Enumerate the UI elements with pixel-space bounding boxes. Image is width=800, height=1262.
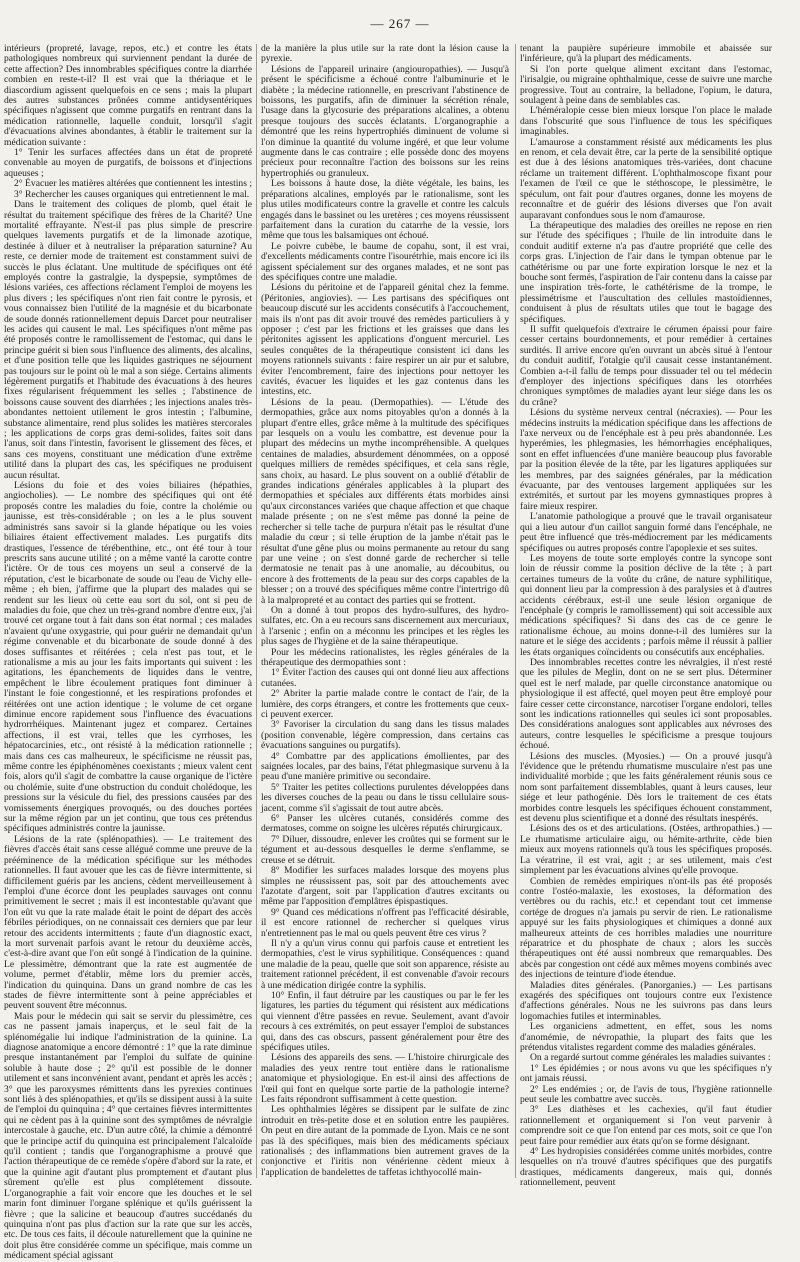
paragraph: Pour les médecins rationalistes, les règles générales de la thérapeutique des dermopathies sont : — [261, 646, 509, 668]
paragraph: Lésions du système nerveux central (nécraxies). — Pour les médecins instruits la médication spécifique dans les affections de l'axe nerveux ou de l'encéphale est à peu près abandonnée. Les hyperémies, les phlegmasies, les hémorrhagies encéphaliques, sont en effet influencées d'une manière beaucoup plus favorable par la position élevée de la tête, par les ligatures appliquées sur les membres, par des saignées générales, par la médication évacuante, par des ventouses largement appliquées sur les extrémités, et surtout par les moyens gymnastiques propres à faire mieux respirer. — [520, 407, 772, 512]
paragraph: On a donné à tout propos des hydro-sulfures, des hydro-sulfates, etc. On a eu recours sans discernement aux mercuriaux, à l'arsenic ; enfin on a méconnu les principes et les règles les plus sages de l'hygiène et de la saine thérapeutique. — [261, 604, 509, 648]
paragraph: Lésions de la peau. (Dermopathies). — L'étude des dermopathies, grâce aux noms pitoyables qu'on a donnés à la plupart d'entre elles, grâce même à la multitude des spécifiques par lesquels on a voulu les combattre, est devenue pour la plupart des médecins un mythe incompréhensible. A quelques centaines de maladies, absurdement dénommées, on a opposé quelques milliers de remèdes spécifiques, et cela sans règle, sans choix, au hasard. Le plus souvent on a oublié d'établir de grandes indications générales applicables à la plupart des dermopathies et spéciales aux différents états morbides ainsi qu'aux circonstances variées que chaque affection et que chaque malade présente ; on ne s'est même pas donné la peine de rechercher si telle tache de purpura n'était pas le résultat d'une maladie du cœur ; si telle éruption de la jambe n'était pas le résultat d'une gêne plus ou moins permanente au retour du sang par une veine ; on s'est donné garde de rechercher si telle dermatosie ne tenait pas à une anomalie, au découbitus, ou encore à des frottements de la peau sur des corps capables de la blesser ; on a trouvé des spécifiques même contre l'intertrigo dû à la malpropreté et au contact des parties qui se frottent. — [261, 396, 509, 606]
paragraph: Lésions de la rate (splénopathies). — Le traitement des fièvres d'accès était sans cesse allégué comme une preuve de la prééminence de la médication spécifique sur les méthodes rationnelles. Il faut avouer que les cas de fièvre intermittente, si difficilement guéris par les anciens, cèdent merveilleusement à l'emploi d'une écorce dont les peuplades sauvages ont connu primitivement le secret ; mais il est incontestable qu'avant que l'on eût vu que la rate malade était le point de départ des accès fébriles périodiques, on ne connaissait ces derniers que par leur retour des accidents intermittents ; faute d'un diagnostic exact, la mort survenait parfois avant le retour du deuxième accès, c'est-à-dire avant que l'on eût songé à l'indication de la quinine. Le plessimètre, démontrant que la rate est augmentée de volume, permet d'établir, même lors du premier accès, l'indication du quinquina. Dans un grand nombre de cas les stades de fièvre intermittente sont à peine appréciables et peuvent souvent être méconnus. — [4, 833, 252, 1012]
paragraph: 2° Abriter la partie malade contre le contact de l'air, de la lumière, des corps étrangers, et contre les frottements que ceux-ci peuvent exercer. — [261, 688, 509, 720]
paragraph: 6° Panser les ulcères cutanés, considérés comme des dermatoses, comme on soigne les ulcères réputés chirurgicaux. — [261, 813, 509, 835]
column-left — [4, 43, 253, 1262]
paragraph: tenant la paupière supérieure immobile et abaissée sur l'inférieure, qu'à la plupart des médicaments. — [520, 43, 772, 65]
paragraph: Il n'y a qu'un virus connu qui parfois cause et entretient les dermopathies, c'est le virus syphilitique. Conséquences : quand une maladie de la peau, quelle que soit son apparence, résiste au traitement rationnel précédent, il est convenable d'avoir recours à une médication dirigée contre la syphilis. — [261, 937, 509, 991]
paragraph: Les organiciens admettent, en effet, sous les noms d'anomémie, de névropathie, la plupart des faits que les prétendus vitalistes regardent comme des maladies générales. — [520, 1021, 772, 1053]
paragraph: Des innombrables recettes contre les névralgies, il n'est resté que les pilules de Meglin, dont on ne se sert plus. Déterminer quel est le nerf malade, par quelle circonstance anatomique ou physiologique il est affecté, quel moyen peut être employé pour faire cesser cette circonstance, narcotiser l'organe endolori, telles sont les indications rationnelles qui seules ici sont proposables. Des considérations analogues sont applicables aux névroses des auteurs, contre lesquelles le spécificisme a presque toujours échoué. — [520, 656, 772, 752]
column-divider — [515, 44, 516, 1178]
paragraph: Maladies dites générales. (Panorganies.) — Les partisans exagérés des spécifiques ont toujours contre eux l'existence d'affections générales. Nous ne les suivrons pas dans leurs logomachies futiles et interminables. — [520, 979, 772, 1022]
paragraph: Dans le traitement des coliques de plomb, quel était le résultat du traitement spécifique des frères de la Charité? Une mortalité effrayante. N'est-il pas plus simple de prescrire quelques lavements purgatifs et de la limonade azotique, destinée à diluer et à neutraliser la préparation saturnine? Au reste, ce dernier mode de traitement est constamment suivi de succès le plus éclatant. Une multitude de spécifiques ont été employés contre la gastralgie, la dyspepsie, symptômes de lésions variées, ces affections réclament l'emploi de moyens les plus divers ; les spécifiques n'ont rien fait contre le pyrosis, et vous connaissez bien l'utilité de la magnésie et du bicarbonate de soude donnés rationnellement depuis Darcet pour neutraliser les acides qui causent le mal. Les spécifiques n'ont même pas été proposés contre le ramollissement de l'estomac, qui dans le principe guérit si bien sous l'influence des aliments, des alcalins, et d'une position telle que les liquides gastriques ne séjournent pas toujours sur le point où le mal a son siége. Certains aliments légèrement purgatifs et l'habitude des évacuations à des heures fixes régularisent fréquemment les selles ; l'abstinence de boissons cause souvent des diarrhées ; les injections anales très-abondantes nettoient utilement le gros intestin ; l'albumine, substance alimentaire, rend plus solides les matières stercorales ; les applications de corps gras demi-solides, faites soit dans l'anus, soit dans l'intestin, favorisent le glissement des fèces, et sans ces moyens, constituant une médication d'une extrême utilité dans la plupart des cas, les spécifiques ne produisent aucun résultat. — [4, 199, 252, 481]
column-middle — [261, 44, 509, 1178]
paragraph: Combien de remèdes empiriques n'ont-ils pas été proposés contre l'ostéo-malaxie, les exostoses, la déformation des vertèbres ou du rachis, etc.! et cependant tout cet immense cortége de drogues n'a jamais pu servir de rien. Le rationalisme appuyé sur les faits physiologiques et chimiques a donné aux malheureux atteints de ces horribles maladies une nourriture réparatrice et du phosphate de chaux ; alors les succès thérapeutiques ont été aussi nombreux que remarquables. Des abcès par congestion ont cédé aux mêmes moyens combinés avec des injections de teinture d'iode étendue. — [520, 875, 772, 981]
paragraph: 10° Enfin, il faut détruire par les caustiques ou par le fer les ligatures, les parties du tégument qui résistent aux médications qui viennent d'être passées en revue. Seulement, avant d'avoir recours à ces extrémités, on peut essayer l'emploi de substances qui, dans des cas obscurs, passent généralement pour être des spécifiques utiles. — [261, 989, 509, 1053]
paragraph: 9° Quand ces médications n'offrent pas l'efficacité désirable, il est encore rationnel de rechercher si quelques virus n'entretiennent pas le mal ou quels peuvent être ces virus ? — [261, 906, 509, 939]
paragraph: 3° Les diathèses et les cachexies, qu'il faut étudier rationnellement et organiquement si l'on veut parvenir à comprendre soit ce que l'on entend par ces mots, soit ce que l'on peut faire pour remédier aux états qu'on se forme désignant. — [520, 1104, 772, 1147]
paragraph: 5° Traiter les petites collections purulentes développées dans les diverses couches de la peau ou dans le tissu cellulaire sous-jacent, comme s'il s'agissait de tout autre abcès. — [261, 781, 509, 814]
paragraph: L'anatomie pathologique a prouvé que le travail organisateur qui a lieu autour d'un caillot sanguin formé dans l'encéphale, ne peut être influencé que très-médiocrement par les médicaments spécifiques ou autres proposés contre l'apoplexie et ses suites. — [520, 511, 772, 554]
paragraph: de la manière la plus utile sur la rate dont la lésion cause la pyrexie. — [261, 43, 509, 65]
paragraph: 7° Diluer, dissoudre, enlever les croûtes qui se forment sur le tégument et au-dessous desquelles le derme s'enflamme, se creuse et se détruit. — [261, 833, 509, 866]
page-number: — 267 — — [370, 16, 430, 31]
paragraph: intérieurs (propreté, lavage, repos, etc.) et contre les états pathologiques nombreux qui surviennent pendant la durée de cette affection? Des innombrables spécifiques contre la diarrhée combien en reste-t-il? Il est vrai que la thériaque et le diascordium agissent quelquefois en ce sens ; mais la plupart des autres substances prônées comme antidysentériques spécifiques n'agissent que comme purgatifs en rentrant dans la médication rationnelle, laquelle conduit, lorsqu'il s'agit d'évacuations alvines abondantes, à établir le traitement sur la médication suivante : — [4, 43, 252, 148]
paragraph: L'héméralopie cesse bien mieux lorsque l'on place le malade dans l'obscurité que sous l'influence de tous les spécifiques imaginables. — [520, 105, 772, 138]
paragraph: 1° Tenir les surfaces affectées dans un état de propreté convenable au moyen de purgatifs, de boissons et d'injections aqueuses ; — [4, 147, 252, 179]
paragraph: Mais pour le médecin qui sait se servir du plessimètre, ces cas ne passent jamais inaperçus, et le seul fait de la splénomégalie lui indique l'administration de la quinine. La diagnose anatomique a encore démontré : 1° que la rate diminue presque instantanément par l'emploi du sulfate de quinine soluble à haute dose ; 2° qu'il est possible de le donner utilement et sans inconvénient avant, pendant et après les accès ; 3° que les paroxysmes rémittents dans les pyrexies continues sont liés à des splénopathies, et qu'ils se dissipent aussi à la suite de l'emploi du quinquina ; 4° que certaines fièvres intermittentes qui ne cèdent pas à la quinine sont des symptômes de névralgie intercostale à gauche, etc. D'un autre côté, la chimie a démontré que le principe actif du quinquina est principalement l'alcaloïde qu'il contient ; tandis que l'organographisme a prouvé que l'action thérapeutique de ce remède s'opère d'abord sur la rate, et que la quinine agit d'autant plus promptement et d'autant plus sûrement qu'elle est plus complétement dissoute. L'organographie a fait voir encore que les douches et le sel marin font diminuer l'organe splénique et qu'ils guérissent la fièvre ; que la salicine et beaucoup d'autres succédanés du quinquina n'ont pas plus d'action sur la rate que sur les accès, etc. De tous ces faits, il découle naturellement que la quinine ne doit plus être considérée comme un spécifique, mais comme un médicament spécial agissant — [4, 1010, 253, 1262]
paragraph: La thérapeutique des maladies des oreilles ne repose en rien sur l'étude des spécifiques ; l'huile de lin introduite dans le conduit auditif externe n'a pas d'autre propriété que celle des corps gras. L'injection de l'air dans le tympan obtenue par le cathétérisme ou par une forte expiration lorsque le nez et la bouche sont fermés, l'aspiration de l'air contenu dans la caisse par une inspiration très-forte, le cathétérisme de la trompe, le plessimétrisme et l'auscultation des cellules mastoïdiennes, conduisent à plus de résultats utiles que tout le bagage des spécifiques. — [520, 219, 773, 325]
paragraph: 1° Les épidémies ; or nous avons vu que les spécifiques n'y ont jamais réussi. — [520, 1062, 772, 1085]
paragraph: Les moyens de toute sorte employés contre la syncope sont loin de réussir comme la position déclive de la tête ; à part certaines tumeurs de la voûte du crâne, de nature syphilitique, qui donnent lieu par la compression à des paralysies et à d'autres accidents cérébraux, est-il une seule lésion organique de l'encéphale (y compris le ramollissement) qui soit accessible aux médications spécifiques? Si dans des cas de ce genre le rationalisme échoue, au moins donne-t-il des lumières sur la nature et le siége des accidents ; parfois même il réussit à pallier les états organiques coïncidents ou consécutifs aux encéphalies. — [520, 552, 772, 658]
column-right — [520, 43, 773, 1189]
paragraph: 4° Combattre par des applications émollientes, par des saignées locales, par des bains, l'état phlegmasique survenu à la peau d'une manière primitive ou secondaire. — [261, 750, 509, 783]
paragraph: Lésions du foie et des voies biliaires (hépathies, angiocholies). — Le nombre des spécifiques qui ont été proposés contre les maladies du foie, contre la cholémie ou jaunisse, est très-considérable ; on les a le plus souvent administrés sans savoir si la glande hépatique ou les voies biliaires étaient effectivement malades. Les purgatifs dits drastiques, l'essence de térébenthine, etc., ont été tour à tour prescrits sans aucune utilité ; on a même vanté la carotte contre l'ictère. Or de tous ces moyens un seul a conservé de la réputation, c'est le bicarbonate de soude ou l'eau de Vichy elle-même ; eh bien, j'affirme que la plupart des malades qui se rendent sur les lieux où cette eau sort du sol, ont si peu de maladies du foie, que chez un très-grand nombre d'entre eux, j'ai trouvé cet organe tout à fait dans son état normal ; ces malades n'avaient qu'une oxygastrie, qui pour guérir ne demandait qu'un régime convenable et du bicarbonate de soude donné à des doses suffisantes et réitérées ; cela n'est pas tout, et le rationalisme a mis au jour les faits importants qui suivent : les agitations, les épanchements de liquides dans le ventre, empêchent le libre écoulement pratiques font diminuer à l'instant le foie congestionné, et les respirations profondes et réitérées ont une action identique ; le volume de cet organe diminue encore rapidement sous l'influence des évacuations hydrorrhéiques. Maintenant jugez et comparez. Certaines affections, il est vrai, telles que les cyrrhoses, les hépatocarcinies, etc., ont résisté à la médication rationnelle ; mais dans ces cas malheureux, le spécificisme ne réussit pas, même contre les épiphénomènes coexistants ; mieux valent cent fois, alors qu'il s'agit de combattre la cause organique de l'ictère ou cholémie, suite d'une obstruction du conduit cholédoque, les pressions sur la vésicule du fiel, des pressions causées par des vomissements énergiques provoqués, ou des douches portées sur la même région par un jet continu, que tous ces prétendus spécifiques administrés contre la jaunisse. — [4, 480, 252, 835]
paragraph: 3° Favoriser la circulation du sang dans les tissus malades (position convenable, légère compression, dans certains cas évacuations sanguines ou purgatifs). — [261, 719, 509, 752]
column-divider — [256, 44, 257, 1178]
paragraph: Lésions du péritoine et de l'appareil génital chez la femme. (Péritonies, angiovies). — Les partisans des spécifiques ont beaucoup discuté sur les accidents consécutifs à l'accouchement, mais ils n'ont pas dit avoir trouvé des remèdes particuliers à y opposer ; c'est par les frictions et les graisses que dans les péritonites agissent les applications d'onguent mercuriel. Les seules conquêtes de la thérapeutique consistent ici dans les moyens rationnels suivants : faire respirer un air pur et salubre, éviter l'encombrement, faire des injections pour nettoyer les cavités, évacuer les liquides et les gaz contenus dans les intestins, etc. — [261, 282, 509, 398]
paragraph: 3° Rechercher les causes organiques qui entretiennent le mal. — [14, 188, 250, 200]
paragraph: 4° Les hydropisies considérées comme unités morbides, contre lesquelles on n'a trouvé d'autres spécifiques que des purgatifs drastiques, médicaments dangereux, mais qui, donnés rationnellement, peuvent — [520, 1146, 772, 1189]
paragraph: Le poivre cubèbe, le baume de copahu, sont, il est vrai, d'excellents médicaments contre l'isourétrhie, mais encore ici ils agissent spécialement sur des organes malades, et ne sont pas des spécifiques contre une maladie. — [261, 240, 509, 283]
paragraph: Lésions de l'appareil urinaire (angiouropathies). — Jusqu'à présent le spécificisme a échoué contre l'albuminurie et le diabète ; la médecine rationnelle, en prescrivant l'abstinence de boissons, les purgatifs, afin de diminuer la sécrétion rénale, l'usage dans la glycosurie des préparations alcalines, a obtenu presque toujours des succès éclatants. L'organographie a démontré que les reins hypertrophiés diminuent de volume si l'on diminue la quantité du volume ingéré, et que leur volume augmente dans le cas contraire ; elle possède donc des moyens précieux pour reconnaître l'action des boissons sur les reins hypertrophiés ou granuleux. — [261, 63, 509, 179]
paragraph: 2° Évacuer les matières altérées que contiennent les intestins ; — [14, 178, 252, 190]
paragraph: 2° Les endémies ; or, de l'avis de tous, l'hygiène rationnelle peut seule les combattre avec succès. — [520, 1083, 772, 1106]
paragraph: Si l'on porte quelque aliment excitant dans l'estomac, l'irisalgie, ou migraine ophthalmique, cesse de suivre une marche progressive. Tout au contraire, la belladone, l'opium, le datura, soulagent à peine dans de semblables cas. — [520, 63, 772, 107]
paragraph: Les boissons à haute dose, la diète végétale, les bains, les préparations alcalines, employés par le rationalisme, sont les plus utiles modificateurs contre la gravelle et contre les calculs engagés dans le bassinet ou les uretères ; ces moyens réussissent parfaitement dans la curation du catarrhe de la vessie, lors même que tous les balsamiques ont échoué. — [261, 178, 509, 242]
paragraph: Il suffit quelquefois d'extraire le cérumen épaissi pour faire cesser certains bourdonnements, et pour remédier à certaines surdités. Il arrive encore qu'en ouvrant un abcès situé à l'entour du conduit auditif, l'otalgie qu'il causait cesse instantanément. Combien a-t-il fallu de temps pour dissuader tel ou tel médecin d'employer des injections spécifiques dans les otorrhées chroniques symptômes de maladies ayant leur siége dans les os du crâne? — [520, 323, 772, 408]
paragraph: On a regardé surtout comme générales les maladies suivantes : — [530, 1052, 771, 1064]
paragraph: Les ophthalmies légères se dissipent par le sulfate de zinc introduit en très-petite dose et en solution entre les paupières. On peut en dire autant de la pommade de Lyon. Mais ce ne sont pas là des spécifiques, mais bien des médicaments spéciaux rationalisés ; des inflammations bien autrement graves de la conjonctive et l'iritis non vénérienne cèdent mieux à l'application de bandelettes de taffetas ichthyocollé main- — [261, 1104, 509, 1178]
paragraph: Lésions des appareils des sens. — L'histoire chirurgicale des maladies des yeux rentre tout entière dans le rationalisme anatomique et physiologique. En est-il ainsi des affections de l'œil qui font en quelque sorte partie de la pathologie interne? Les faits répondront suffisamment à cette question. — [261, 1052, 509, 1106]
paragraph: L'amaurose a constamment résisté aux médicaments les plus en renom, et cela devait être, car la perte de la sensibilité optique est due à des lésions anatomiques très-variées, dont chacune réclame un traitement différent. L'ophthalmoscope fixant pour l'examen de l'œil ce que le stéthoscope, le plessimètre, le spéculum, ont fait pour d'autres organes, donne les moyens de reconnaître et de guérir des lésions diverses que l'on avait auparavant confondues sous le nom d'amaurose. — [520, 136, 772, 221]
paragraph: 8° Modifier les surfaces malades lorsque des moyens plus simples ne réussissent pas, soit par des attouchements avec l'azotate d'argent, soit par l'application d'autres excitants ou même par l'apposition d'emplâtres épispastiques. — [261, 865, 509, 908]
paragraph: Lésions des muscles. (Myosies.) — On a prouvé jusqu'à l'évidence que le prétendu rhumatisme musculaire n'est pas une individualité morbide ; que les faits généralement réunis sous ce nom sont parfaitement dissemblables, quant à leurs causes, leur siége et leur pathogénie. Dès lors le traitement de ces états morbides contre lesquels les spécifiques échouent constamment, est devenu plus scientifique et a donné des résultats inespérés. — [520, 750, 772, 825]
paragraph: Lésions des os et des articulations. (Ostées, arthropathies.) — Le rhumatisme articulaire aigu, ou hémite-arthrite, cède bien mieux aux moyens rationnels qu'à tous les spécifiques proposés. La vératrine, il est vrai, agit ; ar ses utilement, mais c'est simplement par les évacuations alvines qu'elle provoque. — [520, 823, 772, 877]
text-columns — [0, 43, 800, 1262]
paragraph: 1° Éviter l'action des causes qui ont donné lieu aux affections cutanées. — [261, 667, 509, 689]
